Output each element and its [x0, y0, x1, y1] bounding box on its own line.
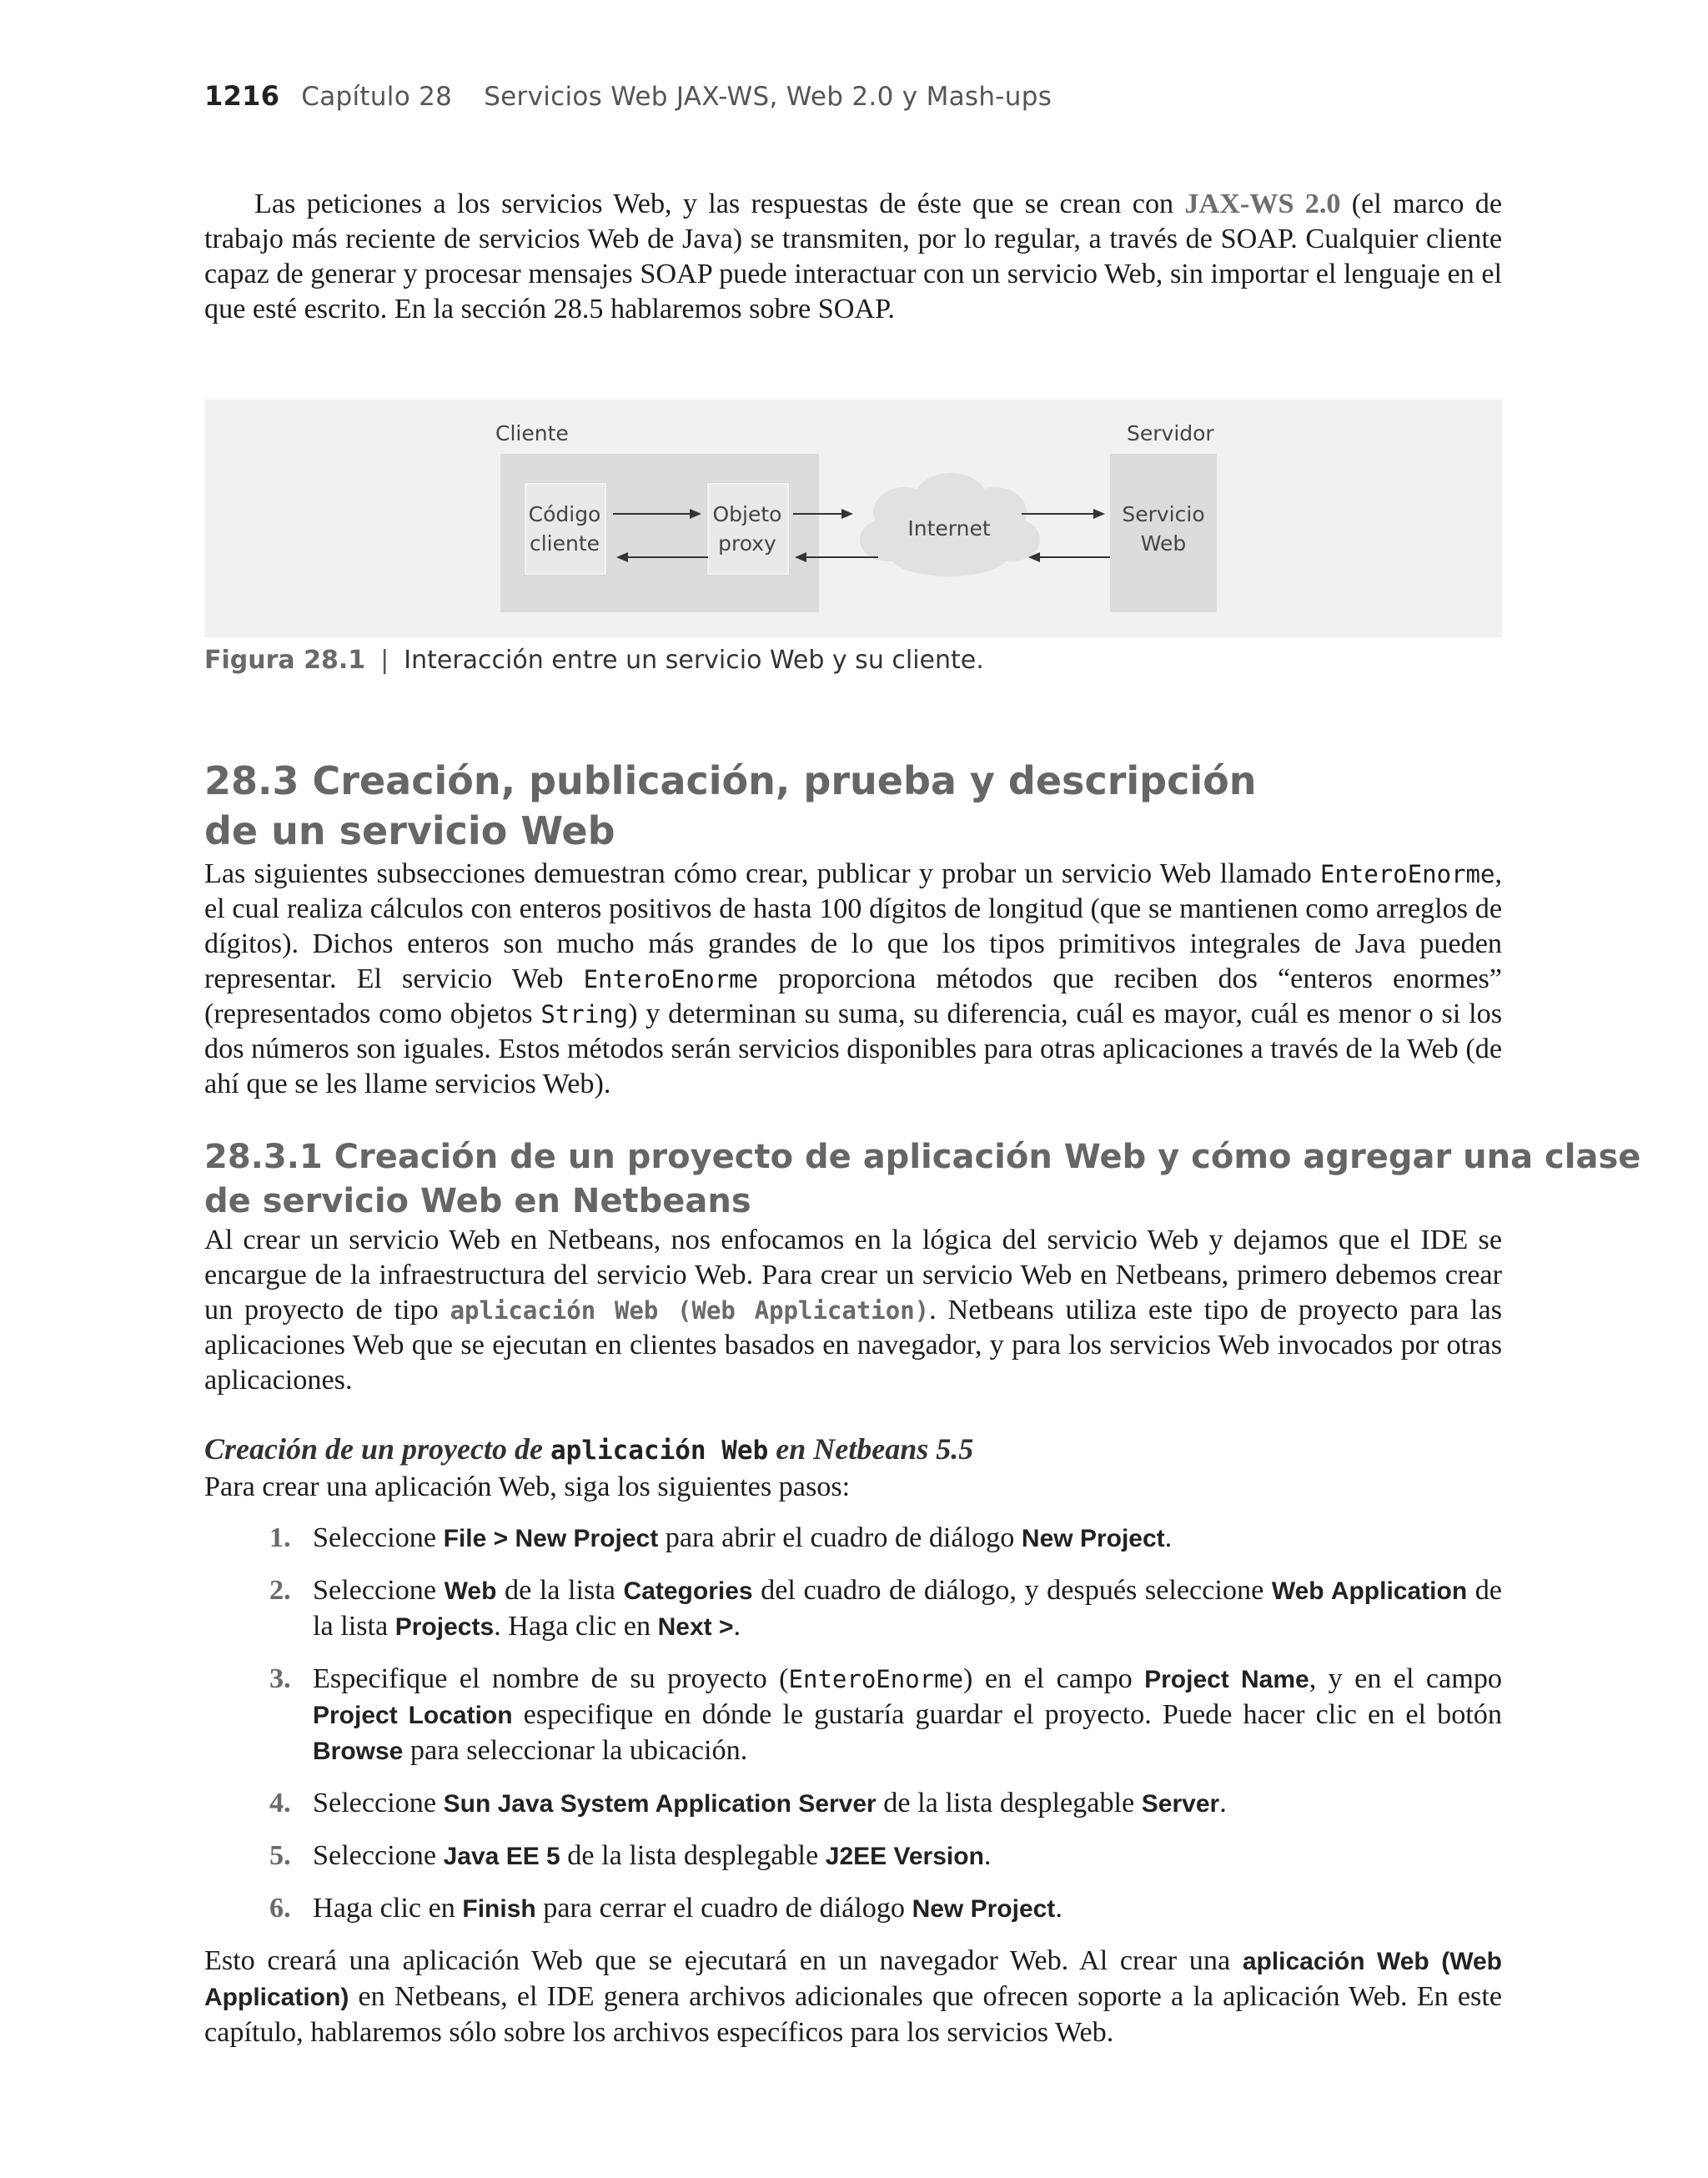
intro-text-b: (el marco de trabajo más reciente de servicios Web de Java) se transmiten, por lo regular, a través de SOAP. Cualquier cliente capaz de generar y procesar mensajes SOAP puede interactuar con un servicio Web, sin importar el lenguaje en el que esté escrito. En la sección 28.5 hablaremos sobre SOAP. [204, 189, 1503, 324]
step-ui-term: Project Name [1144, 1666, 1309, 1693]
server-label: Servidor [1127, 421, 1214, 445]
running-head [204, 80, 1052, 112]
step-text: del cuadro de diálogo, y después seleccione [752, 1575, 1272, 1606]
section-title [204, 756, 1256, 856]
section-paragraph [204, 857, 1502, 1102]
step-ui-term: Projects [394, 1613, 495, 1641]
step-item [204, 1838, 1502, 1874]
closing-text-b: en Netbeans, el IDE genera archivos adicionales que ofrecen soporte a la aplicación Web. En este capítulo, hablaremos sólo sobre los archivos específicos para los servicios Web. [204, 1981, 1502, 2048]
code-enteroenorme-2: EnteroEnorme [583, 965, 759, 993]
subsection-title-line1: 28.3.1 Creación de un proyecto de aplicación Web y cómo agregar una clase [204, 1138, 1641, 1176]
procedure-intro-text: Para crear una aplicación Web, siga los siguientes pasos: [204, 1471, 851, 1502]
section-text-b: , el cual realiza cálculos con enteros positivos de hasta 100 dígitos de longitud (que se mantienen como arreglos de dígitos). Dichos enteros son mucho más grandes de lo que los tipos primitivos integrales de Java pueden representar. El servicio Web [204, 858, 1502, 994]
chapter-title: Servicios Web JAX-WS, Web 2.0 y Mash-ups [484, 82, 1052, 112]
step-text: ) en el campo [963, 1663, 1145, 1694]
caption-label: Figura 28.1 [204, 646, 366, 675]
procedure-intro [204, 1470, 1502, 1505]
proxy-text [706, 500, 788, 558]
closing-text-a: Esto creará una aplicación Web que se ejecutará en un navegador Web. Al crear una [204, 1945, 1243, 1976]
step-item [204, 1662, 1502, 1769]
service-text [1110, 500, 1217, 558]
code-web-application: aplicación Web (Web Application) [450, 1296, 930, 1325]
step-text: . [1055, 1893, 1062, 1924]
step-ui-term: Project Location [313, 1702, 513, 1729]
step-text: . [733, 1611, 741, 1642]
section-text-a: Las siguientes subsecciones demuestran cómo crear, publicar y probar un servicio Web llamado [204, 858, 1320, 889]
step-text: Seleccione [313, 1522, 444, 1553]
chapter-label: Capítulo 28 [301, 82, 453, 112]
figure-caption [204, 646, 984, 675]
step-text: Seleccione [313, 1575, 445, 1606]
client-label: Cliente [495, 421, 569, 445]
step-text: . [1164, 1522, 1173, 1553]
steps-list [204, 1521, 1502, 1944]
caption-text: Interacción entre un servicio Web y su cliente. [404, 646, 984, 675]
step-text: de la lista [496, 1575, 624, 1606]
intro-text-a: Las peticiones a los servicios Web, y las respuestas de éste que se crean con [254, 189, 1185, 219]
step-ui-term: EnteroEnorme [788, 1665, 964, 1693]
internet-text: Internet [907, 516, 991, 541]
section-title-line2: de un servicio Web [204, 808, 615, 853]
procedure-heading [204, 1431, 973, 1466]
client-code-line1: Código [528, 502, 601, 526]
client-code-line2: cliente [529, 531, 600, 556]
step-ui-term: Next > [657, 1613, 734, 1641]
step-item [204, 1891, 1502, 1927]
caption-separator: | [380, 646, 389, 675]
step-number: 6. [269, 1893, 291, 1924]
step-text: . Haga clic en [494, 1611, 658, 1642]
subsection-title [204, 1135, 1640, 1224]
step-text: Haga clic en [313, 1893, 463, 1924]
section-text-d: ) y determinan su suma, su diferencia, cuál es mayor, cuál es menor o si los dos números son iguales. Estos métodos serán servicios disponibles para otras aplicaciones a través de la Web (de ahí que se les llame servicios Web). [204, 998, 1502, 1099]
step-text: Seleccione [313, 1788, 444, 1818]
step-text: Especifique el nombre de su proyecto ( [313, 1663, 789, 1694]
step-number: 1. [269, 1522, 291, 1553]
service-line2: Web [1140, 531, 1187, 556]
step-ui-term: File > New Project [443, 1525, 659, 1552]
step-item [204, 1521, 1502, 1557]
closing-paragraph [204, 1944, 1502, 2050]
step-text: Seleccione [313, 1840, 444, 1871]
section-title-line1: 28.3 Creación, publicación, prueba y descripción [204, 758, 1257, 803]
subsection-text-b: . Netbeans utiliza este tipo de proyecto para las aplicaciones Web que se ejecutan en clientes basados en navegador, y para los servicios Web invocados por otras aplicaciones. [204, 1295, 1502, 1396]
subsection-text-a: Al crear un servicio Web en Netbeans, nos enfocamos en la lógica del servicio Web y dejamos que el IDE se encargue de la infraestructura del servicio Web. Para crear un servicio Web en Netbeans, primero debemos crear un proyecto de tipo [204, 1225, 1502, 1325]
step-text: de la lista desplegable [876, 1788, 1142, 1818]
step-text: de la lista [313, 1575, 1502, 1642]
figure-graphics [204, 400, 1502, 637]
subsection-title-line2: de servicio Web en Netbeans [204, 1182, 751, 1220]
jaxws-term: JAX-WS 2.0 [1184, 189, 1341, 219]
figure-28-1 [204, 400, 1502, 637]
step-text: para seleccionar la ubicación. [403, 1735, 748, 1766]
intro-paragraph [204, 187, 1502, 327]
procedure-heading-code: aplicación Web [550, 1436, 769, 1466]
closing-ui-term: aplicación Web (Web Application) [204, 1948, 1502, 2011]
step-text: para abrir el cuadro de diálogo [658, 1522, 1022, 1553]
step-ui-term: Web Application [1271, 1577, 1468, 1605]
step-item [204, 1786, 1502, 1822]
step-number: 3. [269, 1663, 291, 1694]
step-number: 5. [269, 1840, 291, 1871]
step-text: de la lista desplegable [560, 1840, 826, 1871]
step-ui-term: Categories [623, 1577, 753, 1605]
step-item [204, 1573, 1502, 1645]
section-text-c: proporciona métodos que reciben dos “enteros enormes” (representados como objetos [204, 963, 1502, 1029]
step-number: 4. [269, 1788, 291, 1818]
step-text: . [983, 1840, 992, 1871]
step-text: para cerrar el cuadro de diálogo [535, 1893, 912, 1924]
step-ui-term: Server [1141, 1790, 1220, 1818]
page-number: 1216 [204, 80, 280, 112]
step-ui-term: Web [444, 1577, 497, 1605]
client-code-text [524, 500, 605, 558]
procedure-heading-b: en Netbeans 5.5 [768, 1432, 974, 1466]
code-enteroenorme-1: EnteroEnorme [1319, 860, 1495, 888]
step-text: . [1219, 1788, 1227, 1818]
procedure-heading-a: Creación de un proyecto de [204, 1432, 550, 1466]
proxy-line2: proxy [718, 531, 776, 556]
step-ui-term: J2EE Version [825, 1843, 984, 1870]
proxy-line1: Objeto [712, 502, 782, 526]
step-ui-term: Browse [313, 1738, 404, 1765]
step-ui-term: New Project [1021, 1525, 1165, 1552]
code-string: String [540, 1000, 629, 1029]
service-line1: Servicio [1122, 502, 1205, 526]
step-number: 2. [269, 1575, 291, 1606]
step-text: especifique en dónde le gustaría guardar el proyecto. Puede hacer clic en el botón [512, 1699, 1502, 1730]
step-ui-term: Java EE 5 [443, 1843, 560, 1870]
step-ui-term: Sun Java System Application Server [443, 1790, 877, 1818]
step-ui-term: New Project [912, 1895, 1056, 1923]
step-ui-term: Finish [462, 1895, 536, 1923]
step-text: , y en el campo [1309, 1663, 1503, 1694]
subsection-paragraph [204, 1223, 1502, 1398]
